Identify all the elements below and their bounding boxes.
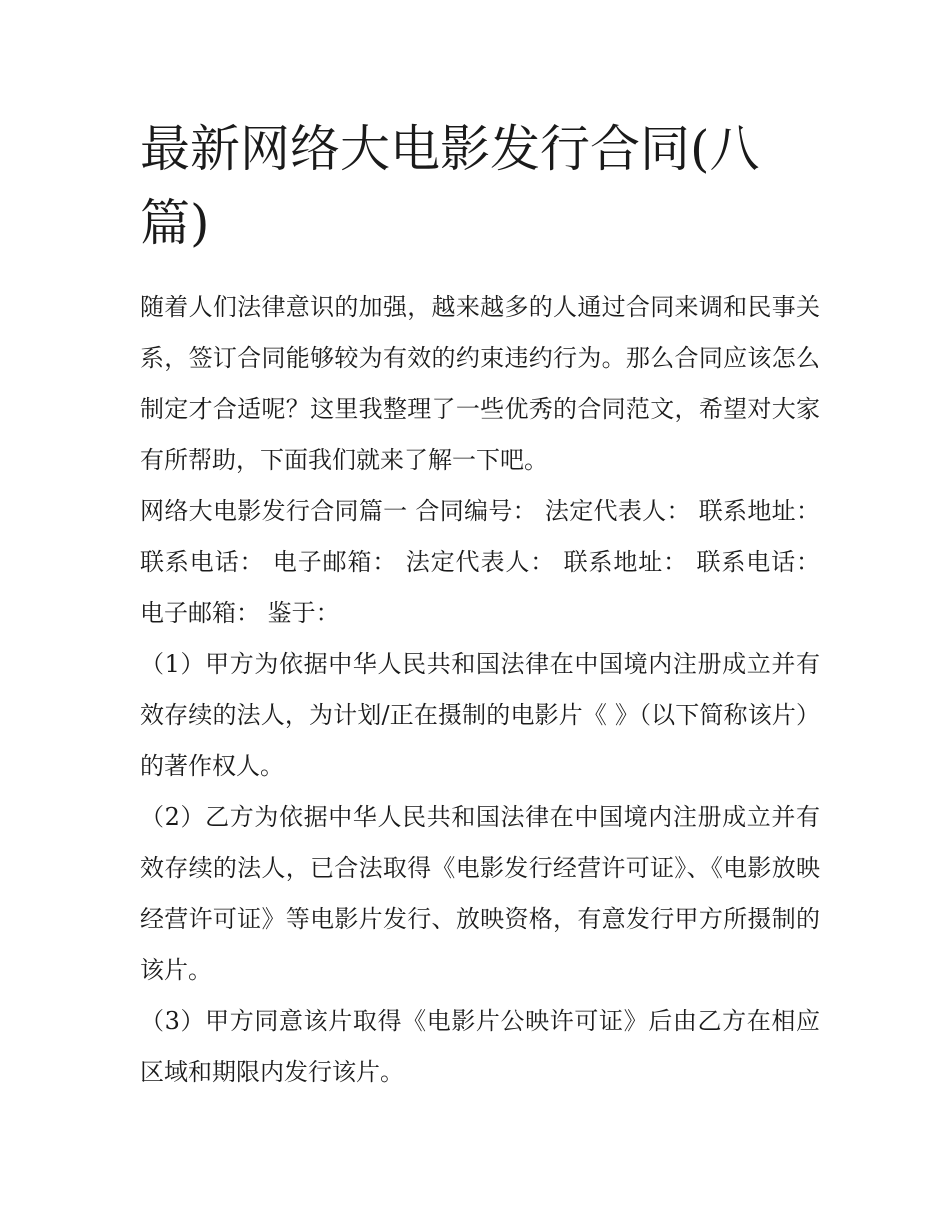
clause-2-paragraph: （2）乙方为依据中华人民共和国法律在中国境内注册成立并有效存续的法人，已合法取得《电影发行经营许可证》、《电影放映经营许可证》等电影片发行、放映资格，有意发行甲方所摄制的该片。 (140, 803, 820, 984)
document-title: 最新网络大电影发行合同(八篇) (140, 120, 760, 252)
clause-3-paragraph: （3）甲方同意该片取得《电影片公映许可证》后由乙方在相应区域和期限内发行该片。 (140, 1007, 820, 1086)
document-body (140, 282, 820, 1098)
clause-1-paragraph: （1）甲方为依据中华人民共和国法律在中国境内注册成立并有效存续的法人，为计划/正在摄制的电影片《 》（以下简称该片）的著作权人。 (140, 650, 820, 780)
intro-paragraph: 随着人们法律意识的加强，越来越多的人通过合同来调和民事关系，签订合同能够较为有效的约束违约行为。那么合同应该怎么制定才合适呢？这里我整理了一些优秀的合同范文，希望对大家有所帮助，下面我们就来了解一下吧。 (140, 293, 820, 474)
contract-header-paragraph: 网络大电影发行合同篇一 合同编号： 法定代表人： 联系地址： 联系电话： 电子邮箱： 法定代表人： 联系地址： 联系电话： 电子邮箱： 鉴于： (140, 497, 820, 627)
